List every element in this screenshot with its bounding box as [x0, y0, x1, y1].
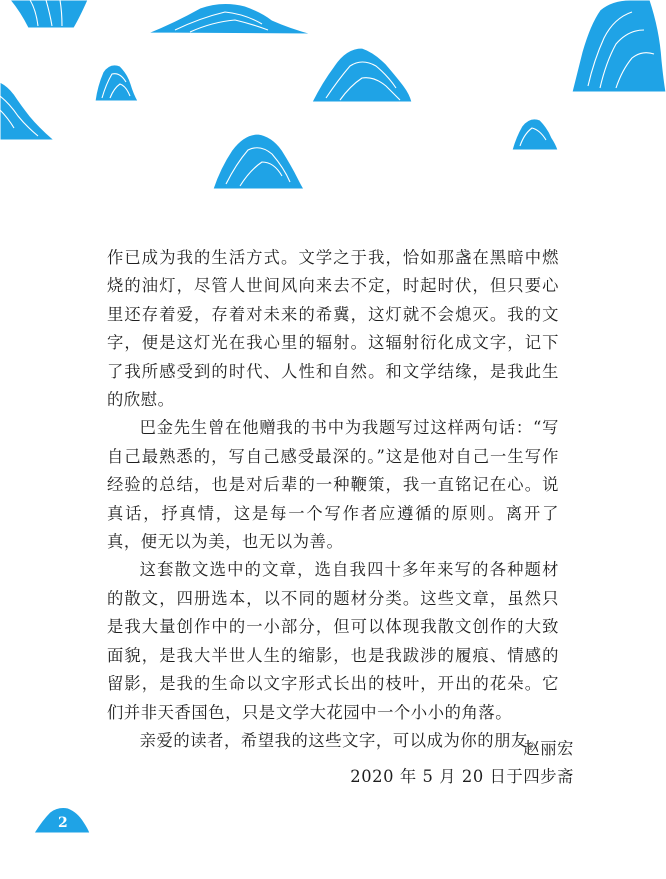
paragraph: 亲爱的读者，希望我的这些文字，可以成为你的朋友。: [139, 730, 545, 750]
page-number: 2: [58, 815, 68, 831]
mountain-icon: [95, 65, 138, 101]
mountain-icon: [512, 119, 558, 150]
mountain-icon: [0, 82, 54, 140]
mountain-icon: [10, 0, 88, 28]
mountain-icon: [572, 0, 666, 92]
mountain-icon: [213, 134, 304, 189]
paragraph: 这套散文选中的文章，选自我四十多年来写的各种题材的散文，四册选本，以不同的题材分类。这些文章，虽然只是我大量创作中的一小部分，但可以体现我散文创作的大致面貌，是我大半世人生的缩影，也是我跋涉的履痕、情感的留影，是我的生命以文字形式长出的枝叶，开出的花朵。它们并非天香国色，只是文学大花园中一个小小的角落。: [107, 560, 559, 722]
paragraph: 作已成为我的生活方式。文学之于我，恰如那盏在黑暗中燃烧的油灯，尽管人世间风向来去不定，时起时伏，但只要心里还存着爱，存着对未来的希冀，这灯就不会熄灭。我的文字，便是这灯光在我心里的辐射。这辐射衍化成文字，记下了我所感受到的时代、人性和自然。和文学结缘，是我此生的欣慰。: [107, 248, 559, 410]
body-text: [107, 244, 559, 755]
signature-author: 赵丽宏: [523, 739, 574, 758]
signature-date: 2020 年 5 月 20 日于四步斋: [350, 767, 574, 786]
mountain-icon: [312, 48, 412, 102]
paragraph: 巴金先生曾在他赠我的书中为我题写过这样两句话：“写自己最熟悉的，写自己感受最深的。”这是他对自己一生写作经验的总结，也是对后辈的一种鞭策，我一直铭记在心。说真话，抒真情，这是每一个写作者应遵循的原则。离开了真，便无以为美，也无以为善。: [107, 418, 559, 552]
mountain-icon: [148, 3, 312, 34]
